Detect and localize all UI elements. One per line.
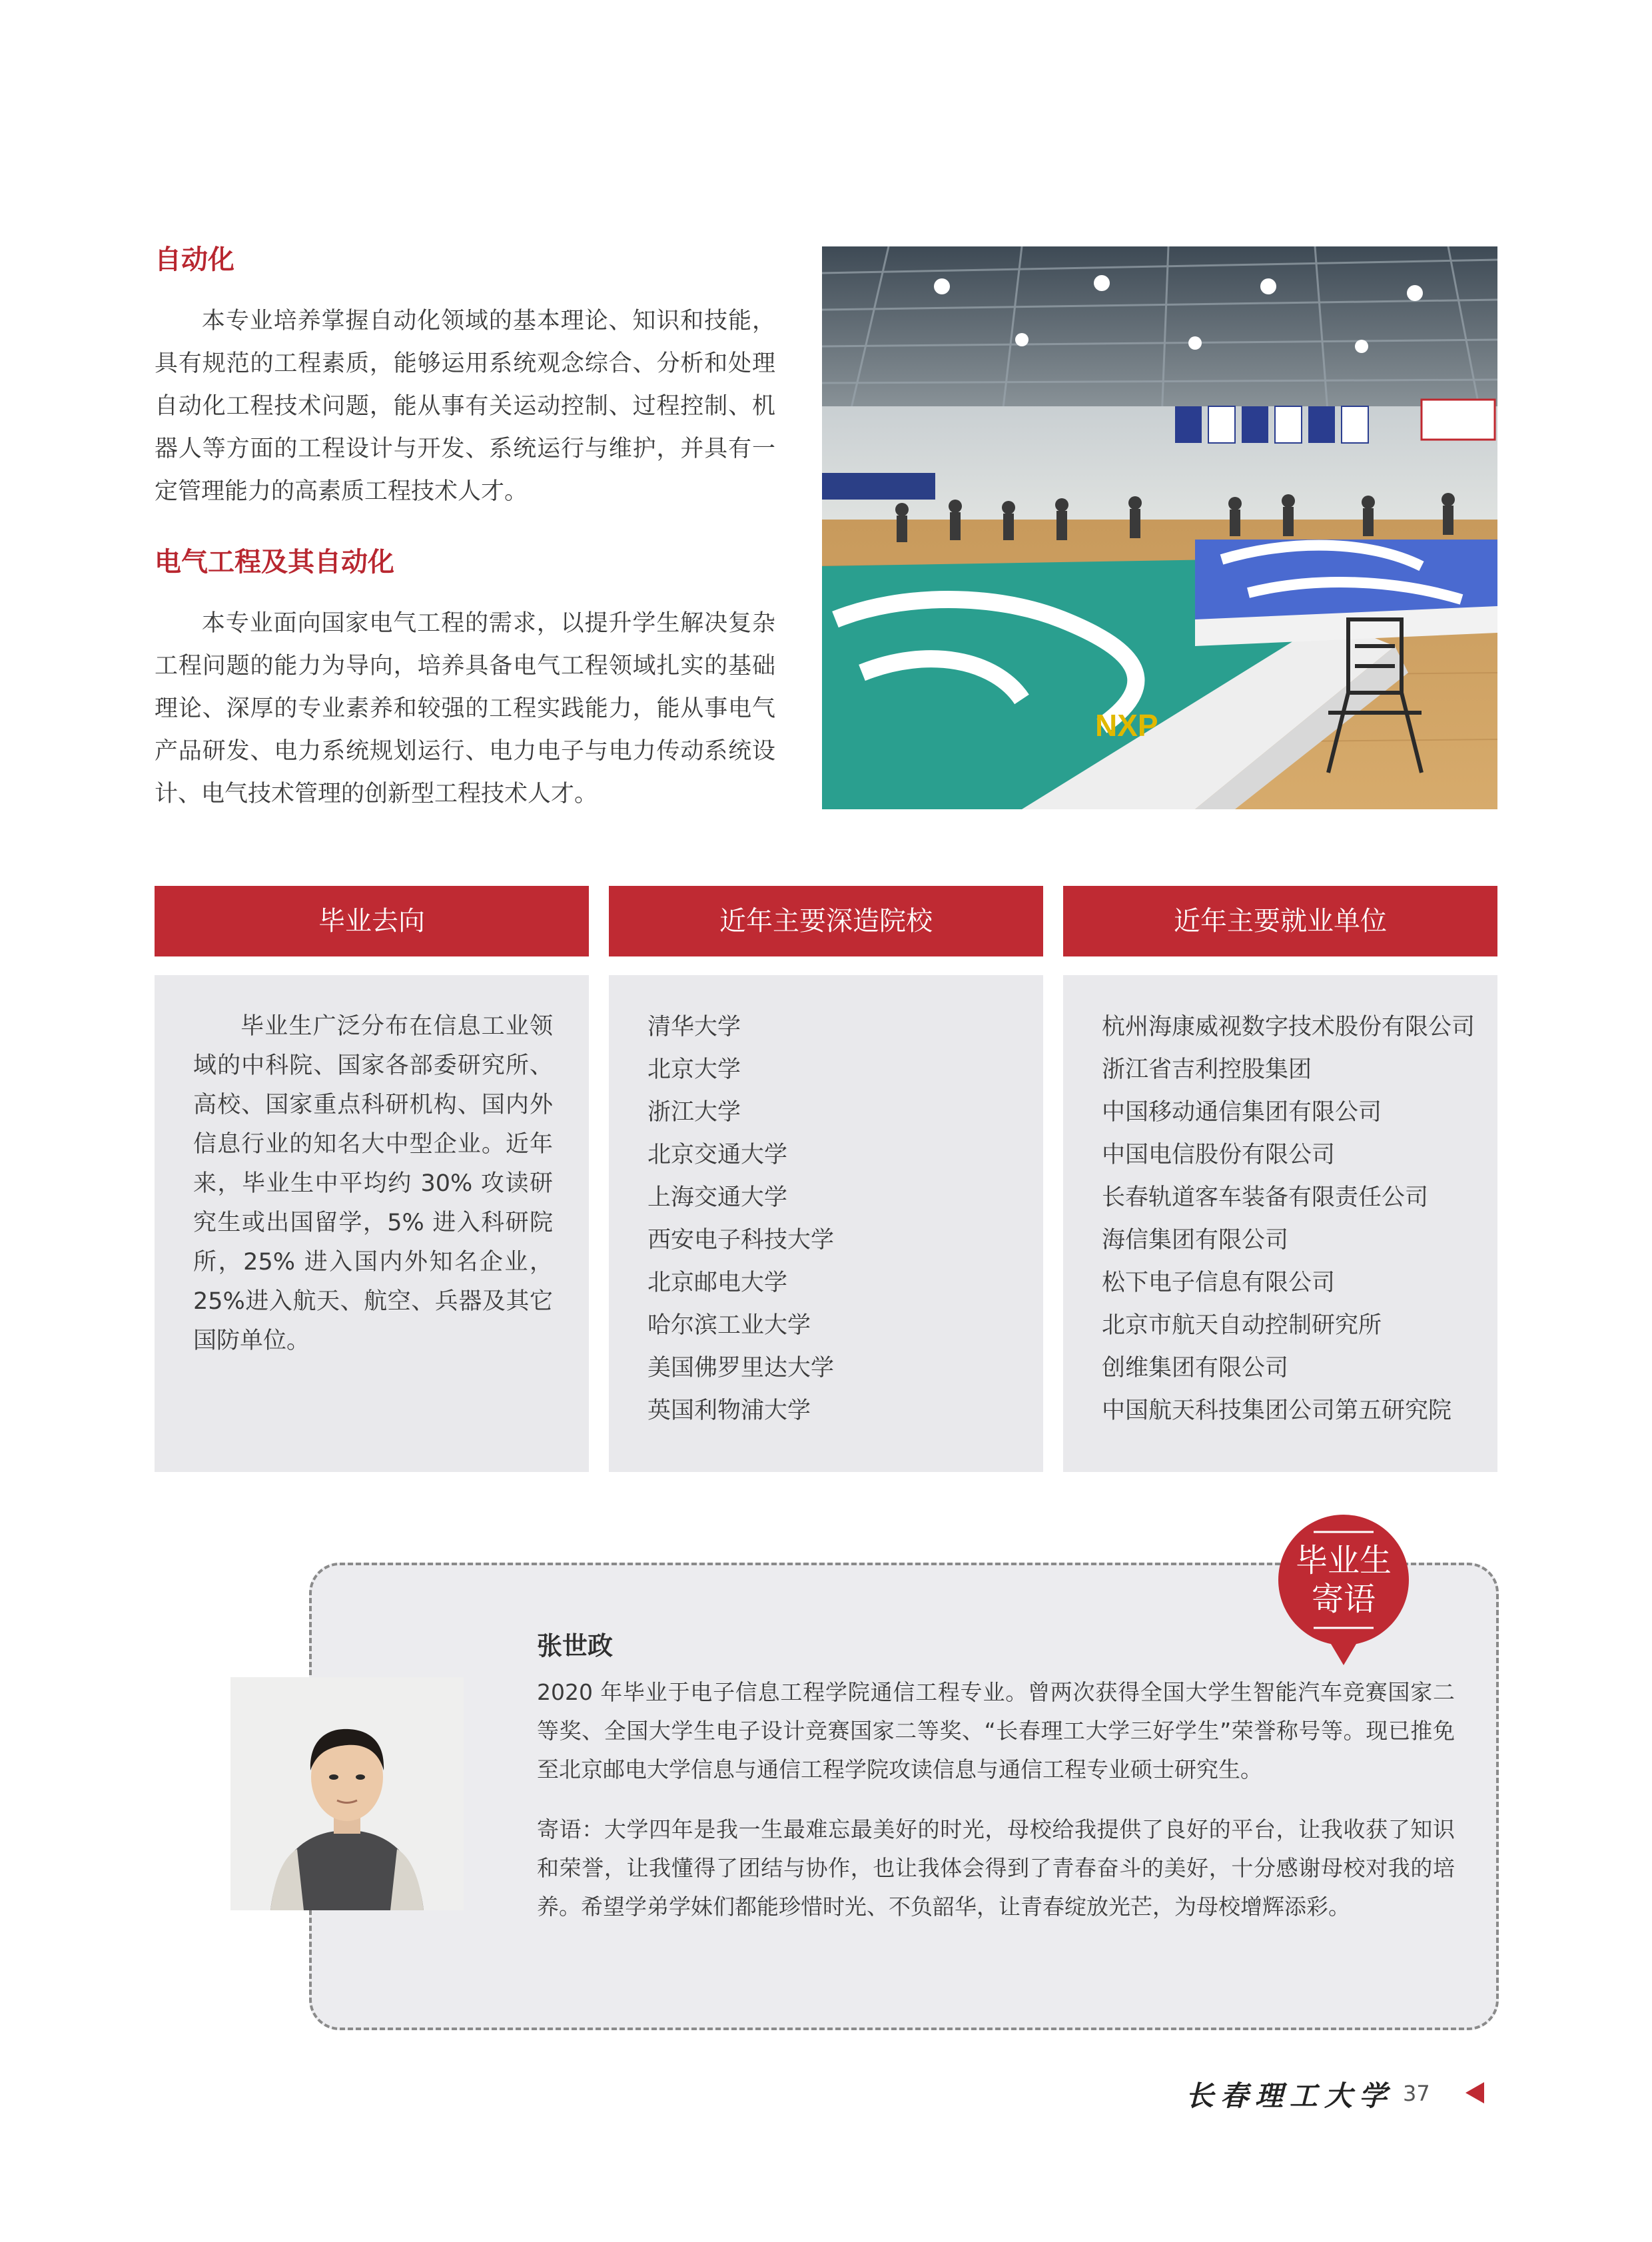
list-item: 中国电信股份有限公司 [1102, 1142, 1336, 1168]
list-item: 清华大学 [647, 1014, 741, 1040]
graduate-message: 寄语：大学四年是我一生最难忘最美好的时光，母校给我提供了良好的平台，让我收获了知识和荣誉，让我懂得了团结与协作，也让我体会得到了青春奋斗的美好，十分感谢母校对我的培养。希望学弟学妹们都能珍惜时光、不负韶华，让青春绽放光芒，为母校增辉添彩。 [537, 1816, 1455, 1920]
list-item: 中国航天科技集团公司第五研究院 [1102, 1397, 1452, 1424]
section-body-automation-text: 本专业培养掌握自动化领域的基本理论、知识和技能，具有规范的工程素质，能够运用系统观念综合、分析和处理自动化工程技术问题，能从事有关运动控制、过程控制、机器人等方面的工程设计与开发、系统运行与维护，并具有一定管理能力的高素质工程技术人才。 [155, 308, 775, 505]
competition-photo [822, 246, 1497, 809]
graduate-portrait [230, 1677, 464, 1910]
list-item: 浙江大学 [647, 1099, 741, 1126]
page-number: 37 [1403, 2081, 1430, 2106]
section-body-electrical-text: 本专业面向国家电气工程的需求，以提升学生解决复杂工程问题的能力为导向，培养具备电气工程领域扎实的基础理论、深厚的专业素养和较强的工程实践能力，能从事电气产品研发、电力系统规划运行、电力电子与电力传动系统设计、电气技术管理的创新型工程技术人才。 [155, 610, 775, 807]
page-marker-icon [1465, 2082, 1484, 2103]
destination-text-body: 毕业生广泛分布在信息工业领域的中科院、国家各部委研究所、高校、国家重点科研机构、国内外信息行业的知名大中型企业。近年来，毕业生中平均约 30% 攻读研究生或出国留学，5% 进入科研院所，25% 进入国内外知名企业，25%进入航天、航空、兵器及其它国防单位。 [193, 1013, 553, 1354]
employers-box [1063, 975, 1497, 1472]
list-item: 英国利物浦大学 [647, 1397, 811, 1424]
list-item: 北京交通大学 [647, 1142, 788, 1168]
competition-photo-illustration [822, 246, 1497, 809]
schools-box [609, 975, 1043, 1472]
graduate-message-badge [1274, 1511, 1414, 1671]
destination-text [193, 1007, 553, 1361]
list-item: 北京大学 [647, 1056, 741, 1083]
section-body-automation [155, 300, 775, 513]
column-header-employers: 近年主要就业单位 [1063, 886, 1497, 956]
section-body-electrical [155, 602, 775, 815]
list-item: 中国移动通信集团有限公司 [1102, 1099, 1382, 1126]
section-title-automation: 自动化 [155, 244, 234, 275]
schools-list [647, 1006, 834, 1432]
badge-line-2: 寄语 [1311, 1581, 1376, 1618]
section-title-electrical: 电气工程及其自动化 [155, 547, 394, 577]
list-item: 西安电子科技大学 [647, 1227, 835, 1254]
column-header-destination: 毕业去向 [155, 886, 589, 956]
list-item: 创维集团有限公司 [1102, 1355, 1289, 1381]
column-header-schools: 近年主要深造院校 [609, 886, 1043, 956]
list-item: 海信集团有限公司 [1102, 1227, 1289, 1254]
graduate-bio: 2020 年毕业于电子信息工程学院通信工程专业。曾两次获得全国大学生智能汽车竞赛国家二等奖、全国大学生电子设计竞赛国家二等奖、“长春理工大学三好学生”荣誉称号等。现已推免至北京邮电大学信息与通信工程学院攻读信息与通信工程专业硕士研究生。 [537, 1679, 1455, 1782]
graduate-name: 张世政 [537, 1631, 614, 1661]
portrait-illustration [230, 1677, 464, 1910]
list-item: 杭州海康威视数字技术股份有限公司 [1102, 1014, 1475, 1040]
badge-line-1: 毕业生 [1295, 1542, 1392, 1579]
list-item: 松下电子信息有限公司 [1102, 1270, 1336, 1296]
list-item: 美国佛罗里达大学 [647, 1355, 835, 1381]
track-brand-label: NXP [1095, 708, 1158, 743]
destination-box [155, 975, 589, 1472]
university-logo-text: 长春理工大学 [1186, 2079, 1394, 2112]
list-item: 长春轨道客车装备有限责任公司 [1102, 1184, 1429, 1211]
list-item: 上海交通大学 [647, 1184, 788, 1211]
list-item: 哈尔滨工业大学 [647, 1312, 811, 1339]
employers-list [1102, 1006, 1475, 1432]
list-item: 浙江省吉利控股集团 [1102, 1056, 1312, 1083]
list-item: 北京邮电大学 [647, 1270, 788, 1296]
list-item: 北京市航天自动控制研究所 [1102, 1312, 1382, 1339]
